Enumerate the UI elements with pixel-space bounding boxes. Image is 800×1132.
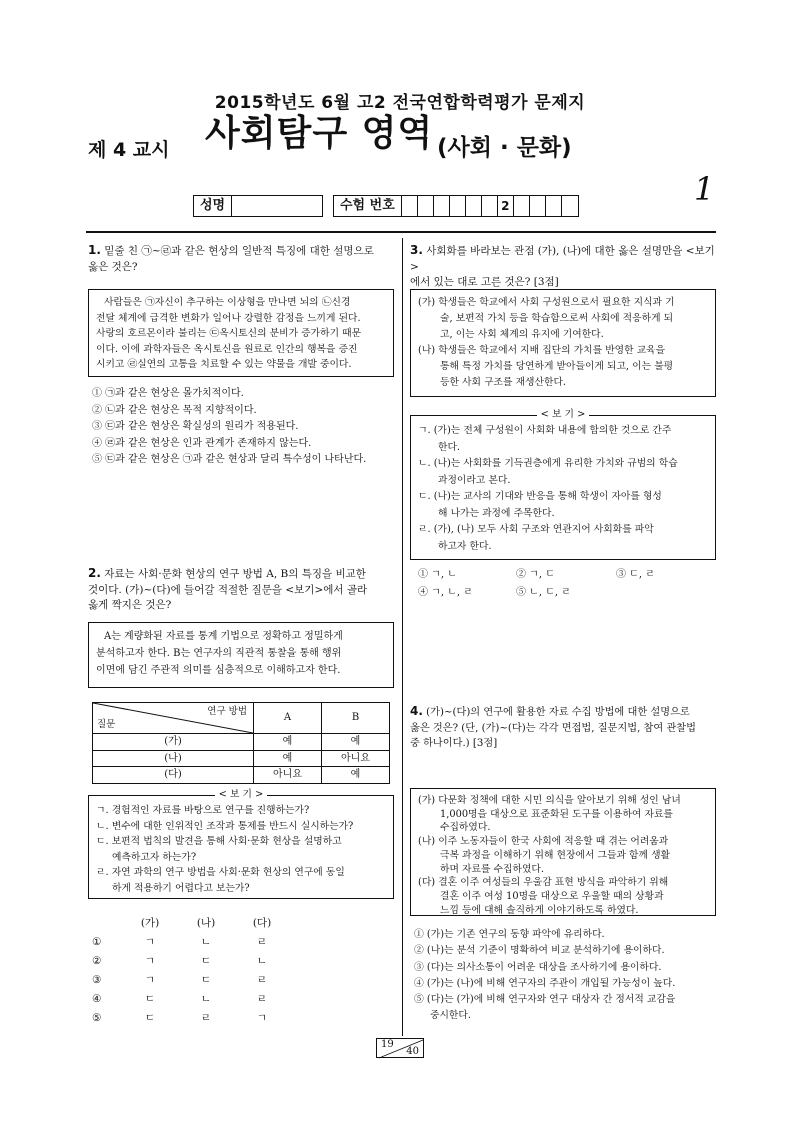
question-3-bogi bbox=[410, 409, 716, 560]
table-cell: 아니요 bbox=[254, 767, 322, 784]
question-1-number: 1. bbox=[88, 243, 101, 257]
passage-line: 하며 자료를 수집하였다. bbox=[440, 863, 544, 875]
question-2-passage bbox=[88, 622, 394, 688]
question-3 bbox=[410, 243, 718, 291]
exam-number-cell[interactable] bbox=[466, 196, 482, 216]
passage-line: 1,000명을 대상으로 표준화된 도구를 이용하여 자료를 bbox=[440, 808, 673, 820]
question-3-number: 3. bbox=[410, 243, 423, 257]
bogi-title: < 보 기 > bbox=[537, 409, 590, 420]
corner-top-label: 연구 방법 bbox=[207, 706, 247, 717]
passage-line: A는 계량화된 자료를 통계 기법으로 정확하고 정밀하게 bbox=[104, 631, 343, 642]
bogi-item: 하게 적용하기 어렵다고 보는가? bbox=[112, 882, 250, 894]
exam-number-cell[interactable] bbox=[450, 196, 466, 216]
passage-line: 사람들은 ㉠자신이 추구하는 이상형을 만나면 뇌의 ㉡신경 bbox=[104, 297, 351, 308]
passage-line: (나) 이주 노동자들이 한국 사회에 적응할 때 겪는 어려움과 bbox=[418, 836, 669, 848]
question-1-stem-line: 밑줄 친 ㉠~㉣과 같은 현상의 일반적 특징에 대한 설명으로 bbox=[104, 245, 374, 257]
answer-option[interactable]: ⑤ ㉢과 같은 현상은 ㉠과 같은 현상과 달리 특수성이 나타난다. bbox=[92, 454, 367, 465]
table-row bbox=[93, 767, 390, 784]
answer-option[interactable]: ④ ㄱ, ㄴ, ㄹ bbox=[418, 587, 473, 598]
passage-line: 느낌 등에 대해 솔직하게 이야기하도록 하였다. bbox=[440, 904, 639, 916]
option-value: ㄹ bbox=[256, 974, 268, 986]
answer-option[interactable]: ④ ㉣과 같은 현상은 인과 관계가 존재하지 않는다. bbox=[92, 437, 312, 449]
name-label: 성명 bbox=[194, 196, 232, 216]
bogi-item: ㄴ. 변수에 대한 인위적인 조작과 통제를 반드시 실시하는가? bbox=[96, 820, 354, 832]
option-value: ㄷ bbox=[144, 993, 156, 1005]
option-value: ㄱ bbox=[144, 974, 156, 986]
option-value: ㄹ bbox=[200, 1012, 212, 1024]
answer-option[interactable] bbox=[92, 933, 292, 952]
passage-line: (다) 결혼 이주 여성들의 우울감 표현 방식을 파악하기 위해 bbox=[418, 877, 669, 889]
question-2-stem-line: 것이다. (가)~(다)에 들어갈 적절한 질문을 <보기>에서 골라 bbox=[88, 583, 368, 596]
answer-option[interactable]: ⑤ (다)는 (가)에 비해 연구자와 연구 대상자 간 정서적 교감을 bbox=[414, 994, 676, 1006]
answer-option[interactable] bbox=[92, 1009, 292, 1028]
option-value: ㄷ bbox=[144, 1012, 156, 1024]
table-cell: (다) bbox=[93, 767, 254, 784]
table-cell: (가) bbox=[93, 734, 254, 751]
answer-option[interactable] bbox=[92, 971, 292, 990]
question-1-stem bbox=[88, 243, 393, 260]
page-counter bbox=[376, 1038, 424, 1058]
passage-line: 등한 사회 구조를 재생산한다. bbox=[440, 377, 567, 388]
exam-number-cell[interactable]: 2 bbox=[498, 196, 514, 216]
question-2-answers bbox=[92, 914, 292, 1028]
corner-bottom-label: 질문 bbox=[97, 718, 116, 730]
exam-number-label: 수험 번호 bbox=[334, 196, 402, 216]
option-number: ① bbox=[92, 936, 102, 948]
exam-number-cell[interactable] bbox=[434, 196, 450, 216]
table-cell: (나) bbox=[93, 750, 254, 767]
exam-number-box bbox=[333, 195, 579, 217]
passage-line: (가) 다문화 정책에 대한 시민 의식을 알아보기 위해 성인 남녀 bbox=[418, 795, 681, 806]
question-1 bbox=[88, 243, 393, 275]
bogi-item: ㄷ. (나)는 교사의 기대와 반응을 통해 학생이 자아를 형성 bbox=[418, 491, 662, 502]
question-3-passage bbox=[410, 289, 716, 397]
answer-option[interactable]: ① (가)는 기존 연구의 동향 파악에 유리하다. bbox=[414, 929, 605, 940]
answer-header: (가) bbox=[140, 917, 160, 929]
table-cell: 예 bbox=[254, 750, 322, 767]
answer-option[interactable] bbox=[92, 952, 292, 971]
table-cell: 예 bbox=[322, 734, 390, 751]
passage-line: 고, 이는 사회 체계의 유지에 기여한다. bbox=[440, 329, 604, 340]
question-4-number: 4. bbox=[410, 704, 423, 718]
page-counter-current: 19 bbox=[381, 1039, 394, 1050]
option-number: ⑤ bbox=[92, 1012, 102, 1024]
table-row bbox=[93, 750, 390, 767]
passage-line: 전달 체계에 급격한 변화가 일어나 강렬한 감정을 느끼게 된다. bbox=[96, 312, 361, 324]
question-4-stem-line: (가)~(다)의 연구에 활용한 자료 수집 방법에 대한 설명으로 bbox=[426, 707, 690, 718]
answer-option[interactable] bbox=[92, 990, 292, 1009]
option-value: ㄴ bbox=[200, 936, 212, 948]
exam-number-cell[interactable] bbox=[546, 196, 562, 216]
option-value: ㄴ bbox=[256, 955, 268, 967]
exam-number-cell[interactable] bbox=[418, 196, 434, 216]
answer-option[interactable]: ② ㉡과 같은 현상은 목적 지향적이다. bbox=[92, 404, 257, 416]
passage-line: 술, 보편적 가치 등을 학습함으로써 사회에 적응하게 되 bbox=[440, 313, 674, 324]
option-value: ㄱ bbox=[256, 1012, 268, 1024]
bogi-item: ㄹ. (가), (나) 모두 사회 구조와 연관지어 사회화를 파악 bbox=[418, 524, 654, 535]
header-rule bbox=[86, 231, 716, 233]
bogi-title: < 보 기 > bbox=[215, 789, 268, 800]
bogi-item: ㄹ. 자연 과학의 연구 방법을 사회·문화 현상의 연구에 동일 bbox=[96, 867, 345, 878]
exam-number-cell[interactable] bbox=[482, 196, 498, 216]
question-4-stem-line: 중 하나이다.) [3점] bbox=[410, 738, 498, 749]
bogi-item: ㄴ. (나)는 사회화를 기득권층에게 유리한 가치와 규범의 학습 bbox=[418, 458, 678, 469]
option-value: ㄴ bbox=[200, 993, 212, 1005]
passage-line: (가) 학생들은 학교에서 사회 구성원으로서 필요한 지식과 기 bbox=[418, 297, 675, 308]
passage-line: 극복 과정을 이해하기 위해 현장에서 그들과 함께 생활 bbox=[440, 849, 671, 861]
passage-line: 통해 특정 가치를 당연하게 받아들이게 되고, 이는 불평 bbox=[440, 361, 674, 372]
column-divider bbox=[402, 238, 403, 1036]
option-number: ② bbox=[92, 955, 102, 967]
option-number: ③ bbox=[92, 974, 102, 986]
passage-line: 사랑의 호르몬이라 불리는 ㉢옥시토신의 분비가 증가하기 때문 bbox=[96, 328, 362, 339]
question-4-passage bbox=[410, 788, 716, 916]
answer-header: (다) bbox=[252, 917, 272, 929]
answer-option[interactable]: ① ㉠과 같은 현상은 몰가치적이다. bbox=[92, 388, 244, 399]
question-1-passage bbox=[88, 289, 394, 377]
bogi-item: ㄱ. 경험적인 자료를 바탕으로 연구를 진행하는가? bbox=[96, 805, 310, 816]
answer-option[interactable]: ③ ㉢과 같은 현상은 확실성의 원리가 적용된다. bbox=[92, 421, 299, 432]
page-number: 1 bbox=[694, 170, 715, 208]
passage-line: (나) 학생들은 학교에서 지배 집단의 가치를 반영한 교육을 bbox=[418, 345, 666, 356]
table-cell: 예 bbox=[322, 767, 390, 784]
question-2-stem-line: 자료는 사회·문화 현상의 연구 방법 A, B의 특징을 비교한 bbox=[104, 568, 366, 580]
exam-number-cell[interactable] bbox=[530, 196, 546, 216]
option-number: ④ bbox=[92, 993, 102, 1005]
name-box bbox=[193, 195, 323, 217]
question-2-bogi bbox=[88, 789, 394, 899]
answer-option[interactable]: ⑤ ㄴ, ㄷ, ㄹ bbox=[516, 587, 571, 598]
bogi-item: 과정이라고 본다. bbox=[438, 474, 511, 486]
passage-line: 이면에 담긴 주관적 의미를 심층적으로 이해하고자 한다. bbox=[96, 665, 341, 676]
bogi-item: 해 나가는 과정에 주목한다. bbox=[438, 507, 555, 519]
passage-line: 분석하고자 한다. B는 연구자의 직관적 통찰을 통해 행위 bbox=[96, 648, 342, 659]
subject-subtitle: (사회 · 문화) bbox=[437, 135, 572, 161]
question-4-stem-line: 옳은 것은? (단, (가)~(다)는 각각 면접법, 질문지법, 참여 관찰법 bbox=[410, 722, 696, 734]
passage-line: 이다. 이에 과학자들은 옥시토신을 원료로 인간의 행복을 증진 bbox=[96, 343, 358, 355]
bogi-item: 하고자 한다. bbox=[438, 540, 492, 552]
table-cell: 아니요 bbox=[322, 750, 390, 767]
question-3-stem-line: 에서 있는 대로 고른 것은? [3점] bbox=[410, 276, 559, 288]
table-corner bbox=[93, 703, 254, 734]
option-value: ㄷ bbox=[200, 955, 212, 967]
question-2 bbox=[88, 566, 393, 614]
page-counter-total: 40 bbox=[406, 1045, 419, 1057]
name-field[interactable] bbox=[232, 196, 322, 216]
subject-title: 사회탐구 영역 bbox=[205, 113, 434, 154]
question-4 bbox=[410, 704, 720, 752]
exam-number-cell[interactable] bbox=[514, 196, 530, 216]
bogi-item: ㄱ. (가)는 전체 구성원이 사회화 내용에 합의한 것으로 간주 bbox=[418, 425, 672, 436]
passage-line: 결혼 이주 여성 10명을 대상으로 우울할 때의 상황과 bbox=[440, 890, 664, 902]
passage-line: 시키고 ㉣실연의 고통을 치료할 수 있는 약물을 개발 중이다. bbox=[96, 359, 352, 370]
question-2-number: 2. bbox=[88, 566, 101, 580]
option-value: ㄷ bbox=[200, 974, 212, 986]
answer-option[interactable]: ② ㄱ, ㄷ bbox=[516, 569, 555, 580]
table-cell: 예 bbox=[254, 734, 322, 751]
answer-option[interactable]: ③ (다)는 의사소통이 어려운 대상을 조사하기에 용이하다. bbox=[414, 961, 662, 973]
exam-title: 2015학년도 6월 고2 전국연합학력평가 문제지 bbox=[214, 93, 586, 113]
table-header-a: A bbox=[254, 703, 322, 734]
question-1-stem-line: 옳은 것은? bbox=[88, 260, 138, 273]
bogi-item: 예측하고자 하는가? bbox=[112, 851, 197, 863]
option-value: ㄹ bbox=[256, 993, 268, 1005]
answer-option[interactable]: ② (나)는 분석 기준이 명확하여 비교 분석하기에 용이하다. bbox=[414, 945, 665, 957]
answer-option-continued: 중시한다. bbox=[430, 1010, 471, 1022]
bogi-item: ㄷ. 보편적 법칙의 발견을 통해 사회·문화 현상을 설명하고 bbox=[96, 836, 342, 847]
answer-option[interactable]: ① ㄱ, ㄴ bbox=[418, 569, 457, 580]
bogi-item: 한다. bbox=[438, 441, 461, 453]
question-4-options bbox=[414, 927, 720, 1025]
period-label: 제 4 교시 bbox=[88, 139, 170, 161]
student-id-row bbox=[193, 195, 579, 217]
option-value: ㄱ bbox=[144, 936, 156, 948]
question-2-table bbox=[92, 702, 390, 784]
option-value: ㄱ bbox=[144, 955, 156, 967]
question-3-stem-line: 사회화를 바라보는 관점 (가), (나)에 대한 옳은 설명만을 <보기> bbox=[410, 245, 715, 273]
answer-option[interactable]: ③ ㄷ, ㄹ bbox=[616, 569, 655, 580]
table-header-b: B bbox=[322, 703, 390, 734]
question-2-stem-line: 옳게 짝지은 것은? bbox=[88, 599, 172, 611]
answer-header: (나) bbox=[196, 917, 216, 929]
option-value: ㄹ bbox=[256, 936, 268, 948]
passage-line: 수집하였다. bbox=[440, 822, 491, 834]
table-row bbox=[93, 734, 390, 751]
exam-number-cell[interactable] bbox=[562, 196, 578, 216]
answer-option[interactable]: ④ (가)는 (나)에 비해 연구자의 주관이 개입될 가능성이 높다. bbox=[414, 977, 676, 989]
answer-header-row bbox=[92, 914, 292, 933]
question-1-options bbox=[92, 386, 397, 469]
exam-number-cell[interactable] bbox=[402, 196, 418, 216]
question-3-options bbox=[418, 566, 718, 602]
